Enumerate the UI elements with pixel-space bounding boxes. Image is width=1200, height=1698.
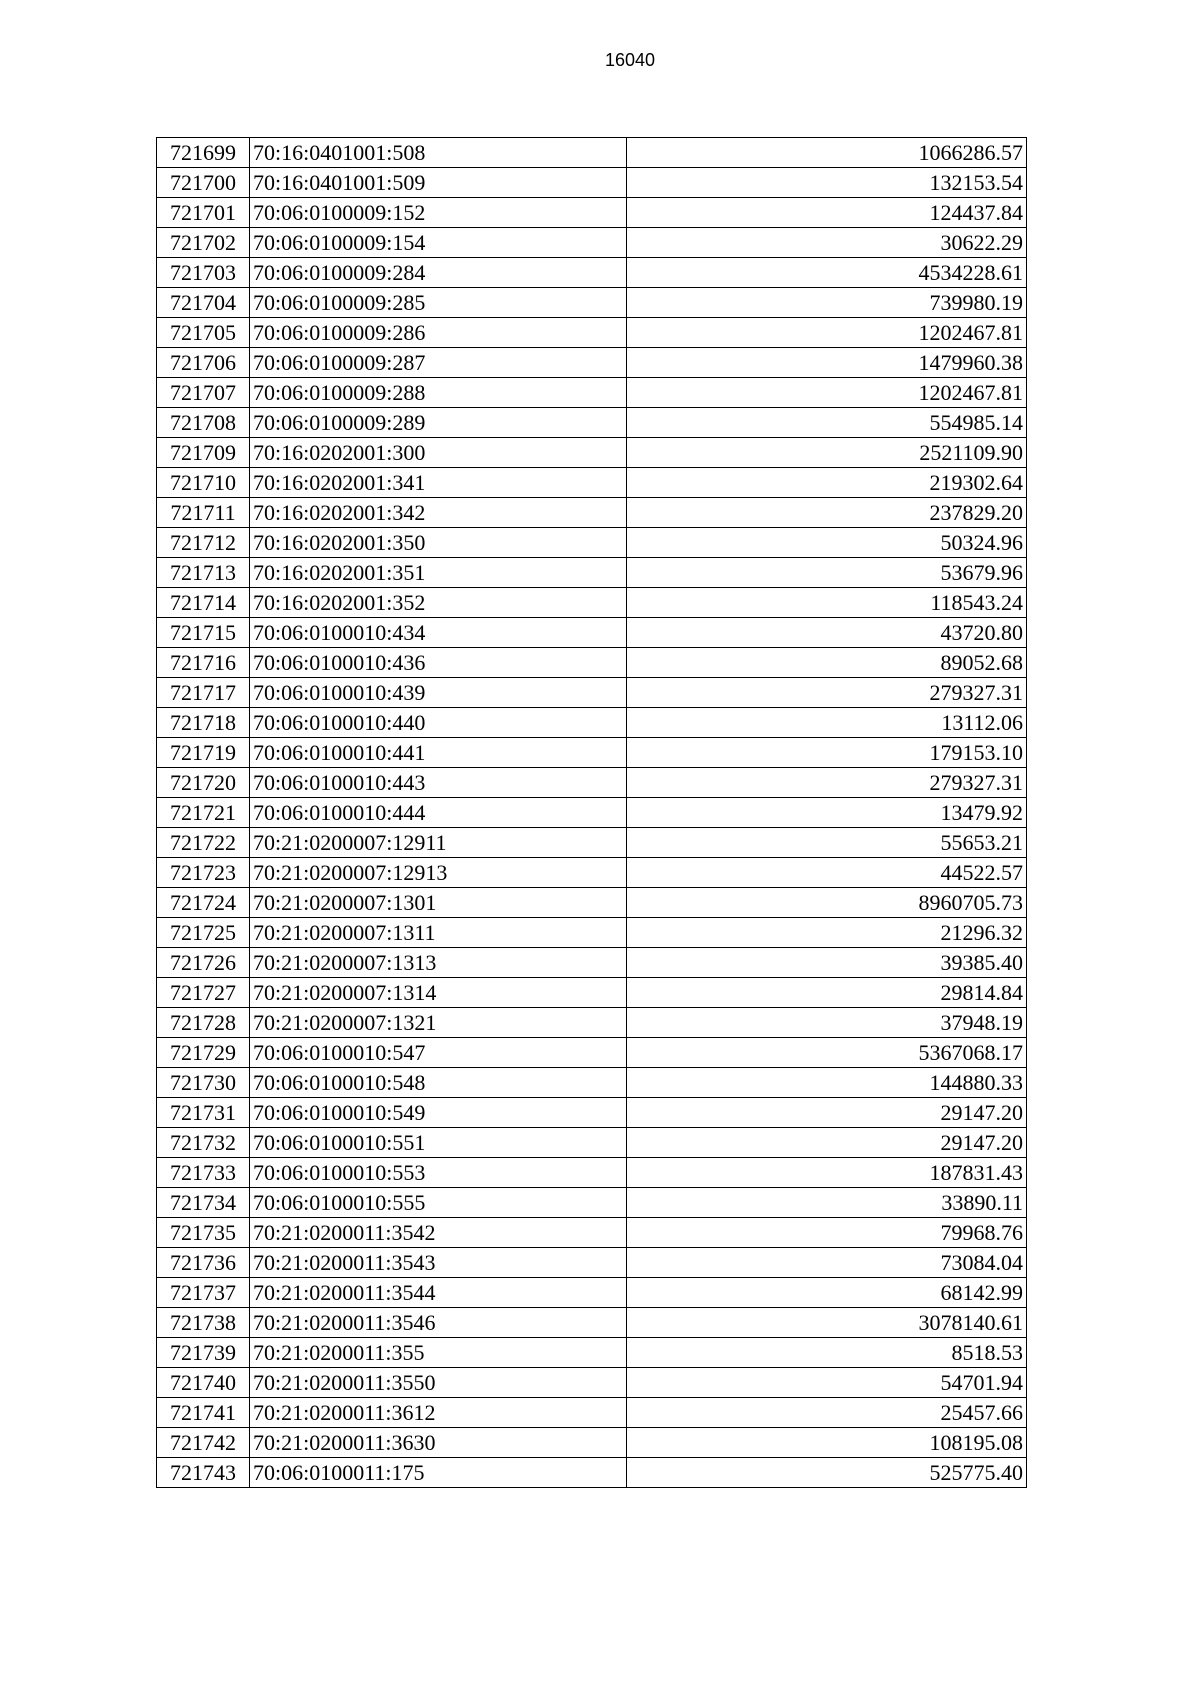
cadastral-number-cell: 70:21:0200011:3544 (250, 1278, 627, 1308)
cadastral-number-cell: 70:06:0100010:440 (250, 708, 627, 738)
table-row (157, 798, 1027, 828)
table-row (157, 1308, 1027, 1338)
table-row (157, 498, 1027, 528)
row-number-cell: 721715 (157, 618, 250, 648)
row-number-cell: 721736 (157, 1248, 250, 1278)
cadastral-number-cell: 70:21:0200011:3542 (250, 1218, 627, 1248)
value-cell: 132153.54 (627, 168, 1027, 198)
cadastral-number-cell: 70:06:0100010:443 (250, 768, 627, 798)
cadastral-number-cell: 70:06:0100010:549 (250, 1098, 627, 1128)
row-number-cell: 721699 (157, 138, 250, 168)
row-number-cell: 721731 (157, 1098, 250, 1128)
value-cell: 44522.57 (627, 858, 1027, 888)
table-row (157, 468, 1027, 498)
table-row (157, 1218, 1027, 1248)
row-number-cell: 721702 (157, 228, 250, 258)
row-number-cell: 721730 (157, 1068, 250, 1098)
cadastral-number-cell: 70:06:0100009:287 (250, 348, 627, 378)
value-cell: 187831.43 (627, 1158, 1027, 1188)
cadastral-number-cell: 70:21:0200007:1321 (250, 1008, 627, 1038)
table-row (157, 648, 1027, 678)
cadastral-number-cell: 70:06:0100009:154 (250, 228, 627, 258)
row-number-cell: 721701 (157, 198, 250, 228)
value-cell: 179153.10 (627, 738, 1027, 768)
table-row (157, 1098, 1027, 1128)
row-number-cell: 721742 (157, 1428, 250, 1458)
row-number-cell: 721721 (157, 798, 250, 828)
value-cell: 55653.21 (627, 828, 1027, 858)
row-number-cell: 721710 (157, 468, 250, 498)
table-row (157, 1038, 1027, 1068)
table-row (157, 138, 1027, 168)
table-row (157, 1158, 1027, 1188)
registry-table (156, 137, 1027, 1488)
row-number-cell: 721740 (157, 1368, 250, 1398)
cadastral-number-cell: 70:21:0200011:3630 (250, 1428, 627, 1458)
value-cell: 54701.94 (627, 1368, 1027, 1398)
row-number-cell: 721739 (157, 1338, 250, 1368)
row-number-cell: 721743 (157, 1458, 250, 1488)
cadastral-number-cell: 70:06:0100011:175 (250, 1458, 627, 1488)
row-number-cell: 721706 (157, 348, 250, 378)
value-cell: 8960705.73 (627, 888, 1027, 918)
table-row (157, 318, 1027, 348)
cadastral-number-cell: 70:16:0202001:341 (250, 468, 627, 498)
cadastral-number-cell: 70:21:0200011:3546 (250, 1308, 627, 1338)
row-number-cell: 721712 (157, 528, 250, 558)
table-row (157, 1338, 1027, 1368)
row-number-cell: 721709 (157, 438, 250, 468)
table-row (157, 378, 1027, 408)
cadastral-number-cell: 70:21:0200011:3612 (250, 1398, 627, 1428)
value-cell: 1202467.81 (627, 378, 1027, 408)
row-number-cell: 721704 (157, 288, 250, 318)
table-row (157, 1278, 1027, 1308)
value-cell: 1202467.81 (627, 318, 1027, 348)
row-number-cell: 721713 (157, 558, 250, 588)
row-number-cell: 721722 (157, 828, 250, 858)
cadastral-number-cell: 70:16:0202001:352 (250, 588, 627, 618)
cadastral-number-cell: 70:06:0100009:284 (250, 258, 627, 288)
row-number-cell: 721734 (157, 1188, 250, 1218)
row-number-cell: 721727 (157, 978, 250, 1008)
value-cell: 5367068.17 (627, 1038, 1027, 1068)
table-row (157, 1008, 1027, 1038)
cadastral-number-cell: 70:21:0200011:355 (250, 1338, 627, 1368)
cadastral-number-cell: 70:21:0200007:12913 (250, 858, 627, 888)
row-number-cell: 721732 (157, 1128, 250, 1158)
row-number-cell: 721717 (157, 678, 250, 708)
value-cell: 68142.99 (627, 1278, 1027, 1308)
row-number-cell: 721737 (157, 1278, 250, 1308)
cadastral-number-cell: 70:21:0200007:12911 (250, 828, 627, 858)
table-row (157, 828, 1027, 858)
value-cell: 50324.96 (627, 528, 1027, 558)
table-row (157, 558, 1027, 588)
value-cell: 33890.11 (627, 1188, 1027, 1218)
value-cell: 118543.24 (627, 588, 1027, 618)
row-number-cell: 721707 (157, 378, 250, 408)
value-cell: 29147.20 (627, 1128, 1027, 1158)
value-cell: 89052.68 (627, 648, 1027, 678)
row-number-cell: 721716 (157, 648, 250, 678)
value-cell: 1066286.57 (627, 138, 1027, 168)
row-number-cell: 721728 (157, 1008, 250, 1038)
value-cell: 79968.76 (627, 1218, 1027, 1248)
value-cell: 124437.84 (627, 198, 1027, 228)
cadastral-number-cell: 70:16:0401001:509 (250, 168, 627, 198)
value-cell: 43720.80 (627, 618, 1027, 648)
row-number-cell: 721714 (157, 588, 250, 618)
cadastral-number-cell: 70:21:0200007:1313 (250, 948, 627, 978)
row-number-cell: 721719 (157, 738, 250, 768)
value-cell: 8518.53 (627, 1338, 1027, 1368)
value-cell: 237829.20 (627, 498, 1027, 528)
cadastral-number-cell: 70:06:0100009:288 (250, 378, 627, 408)
row-number-cell: 721729 (157, 1038, 250, 1068)
table-row (157, 1068, 1027, 1098)
table-row (157, 1398, 1027, 1428)
cadastral-number-cell: 70:06:0100010:547 (250, 1038, 627, 1068)
cadastral-number-cell: 70:06:0100010:548 (250, 1068, 627, 1098)
table-row (157, 858, 1027, 888)
table-row (157, 888, 1027, 918)
row-number-cell: 721725 (157, 918, 250, 948)
cadastral-number-cell: 70:06:0100009:152 (250, 198, 627, 228)
table-row (157, 528, 1027, 558)
cadastral-number-cell: 70:21:0200011:3550 (250, 1368, 627, 1398)
cadastral-number-cell: 70:16:0401001:508 (250, 138, 627, 168)
value-cell: 39385.40 (627, 948, 1027, 978)
value-cell: 21296.32 (627, 918, 1027, 948)
row-number-cell: 721733 (157, 1158, 250, 1188)
value-cell: 108195.08 (627, 1428, 1027, 1458)
cadastral-number-cell: 70:06:0100010:439 (250, 678, 627, 708)
value-cell: 279327.31 (627, 768, 1027, 798)
table-row (157, 918, 1027, 948)
table-row (157, 738, 1027, 768)
row-number-cell: 721705 (157, 318, 250, 348)
cadastral-number-cell: 70:06:0100010:436 (250, 648, 627, 678)
cadastral-number-cell: 70:06:0100010:444 (250, 798, 627, 828)
value-cell: 144880.33 (627, 1068, 1027, 1098)
value-cell: 53679.96 (627, 558, 1027, 588)
table-row (157, 288, 1027, 318)
cadastral-number-cell: 70:06:0100010:551 (250, 1128, 627, 1158)
cadastral-number-cell: 70:06:0100010:555 (250, 1188, 627, 1218)
table-row (157, 1368, 1027, 1398)
row-number-cell: 721711 (157, 498, 250, 528)
value-cell: 279327.31 (627, 678, 1027, 708)
table-row (157, 1428, 1027, 1458)
table-row (157, 588, 1027, 618)
cadastral-number-cell: 70:16:0202001:300 (250, 438, 627, 468)
row-number-cell: 721724 (157, 888, 250, 918)
table-row (157, 948, 1027, 978)
row-number-cell: 721720 (157, 768, 250, 798)
table-row (157, 1188, 1027, 1218)
table-row (157, 438, 1027, 468)
table-row (157, 678, 1027, 708)
cadastral-number-cell: 70:06:0100010:553 (250, 1158, 627, 1188)
value-cell: 4534228.61 (627, 258, 1027, 288)
table-row (157, 708, 1027, 738)
table-row (157, 258, 1027, 288)
row-number-cell: 721735 (157, 1218, 250, 1248)
table-row (157, 228, 1027, 258)
value-cell: 3078140.61 (627, 1308, 1027, 1338)
value-cell: 13112.06 (627, 708, 1027, 738)
table-row (157, 1458, 1027, 1488)
table-row (157, 978, 1027, 1008)
cadastral-number-cell: 70:16:0202001:351 (250, 558, 627, 588)
value-cell: 29147.20 (627, 1098, 1027, 1128)
cadastral-number-cell: 70:06:0100010:441 (250, 738, 627, 768)
table-row (157, 408, 1027, 438)
value-cell: 1479960.38 (627, 348, 1027, 378)
row-number-cell: 721741 (157, 1398, 250, 1428)
table-row (157, 168, 1027, 198)
row-number-cell: 721726 (157, 948, 250, 978)
value-cell: 29814.84 (627, 978, 1027, 1008)
table-row (157, 1248, 1027, 1278)
cadastral-number-cell: 70:16:0202001:342 (250, 498, 627, 528)
table-row (157, 1128, 1027, 1158)
row-number-cell: 721708 (157, 408, 250, 438)
page-number: 16040 (604, 50, 656, 70)
table-row (157, 768, 1027, 798)
value-cell: 554985.14 (627, 408, 1027, 438)
value-cell: 25457.66 (627, 1398, 1027, 1428)
table-row (157, 618, 1027, 648)
value-cell: 219302.64 (627, 468, 1027, 498)
row-number-cell: 721703 (157, 258, 250, 288)
value-cell: 2521109.90 (627, 438, 1027, 468)
value-cell: 73084.04 (627, 1248, 1027, 1278)
cadastral-number-cell: 70:16:0202001:350 (250, 528, 627, 558)
row-number-cell: 721718 (157, 708, 250, 738)
value-cell: 30622.29 (627, 228, 1027, 258)
cadastral-number-cell: 70:21:0200011:3543 (250, 1248, 627, 1278)
table-row (157, 348, 1027, 378)
value-cell: 13479.92 (627, 798, 1027, 828)
value-cell: 739980.19 (627, 288, 1027, 318)
value-cell: 525775.40 (627, 1458, 1027, 1488)
value-cell: 37948.19 (627, 1008, 1027, 1038)
row-number-cell: 721700 (157, 168, 250, 198)
cadastral-number-cell: 70:06:0100010:434 (250, 618, 627, 648)
table-body (157, 138, 1027, 1488)
cadastral-number-cell: 70:21:0200007:1311 (250, 918, 627, 948)
row-number-cell: 721723 (157, 858, 250, 888)
row-number-cell: 721738 (157, 1308, 250, 1338)
cadastral-number-cell: 70:21:0200007:1314 (250, 978, 627, 1008)
cadastral-number-cell: 70:06:0100009:286 (250, 318, 627, 348)
table-row (157, 198, 1027, 228)
cadastral-number-cell: 70:21:0200007:1301 (250, 888, 627, 918)
cadastral-number-cell: 70:06:0100009:285 (250, 288, 627, 318)
cadastral-number-cell: 70:06:0100009:289 (250, 408, 627, 438)
